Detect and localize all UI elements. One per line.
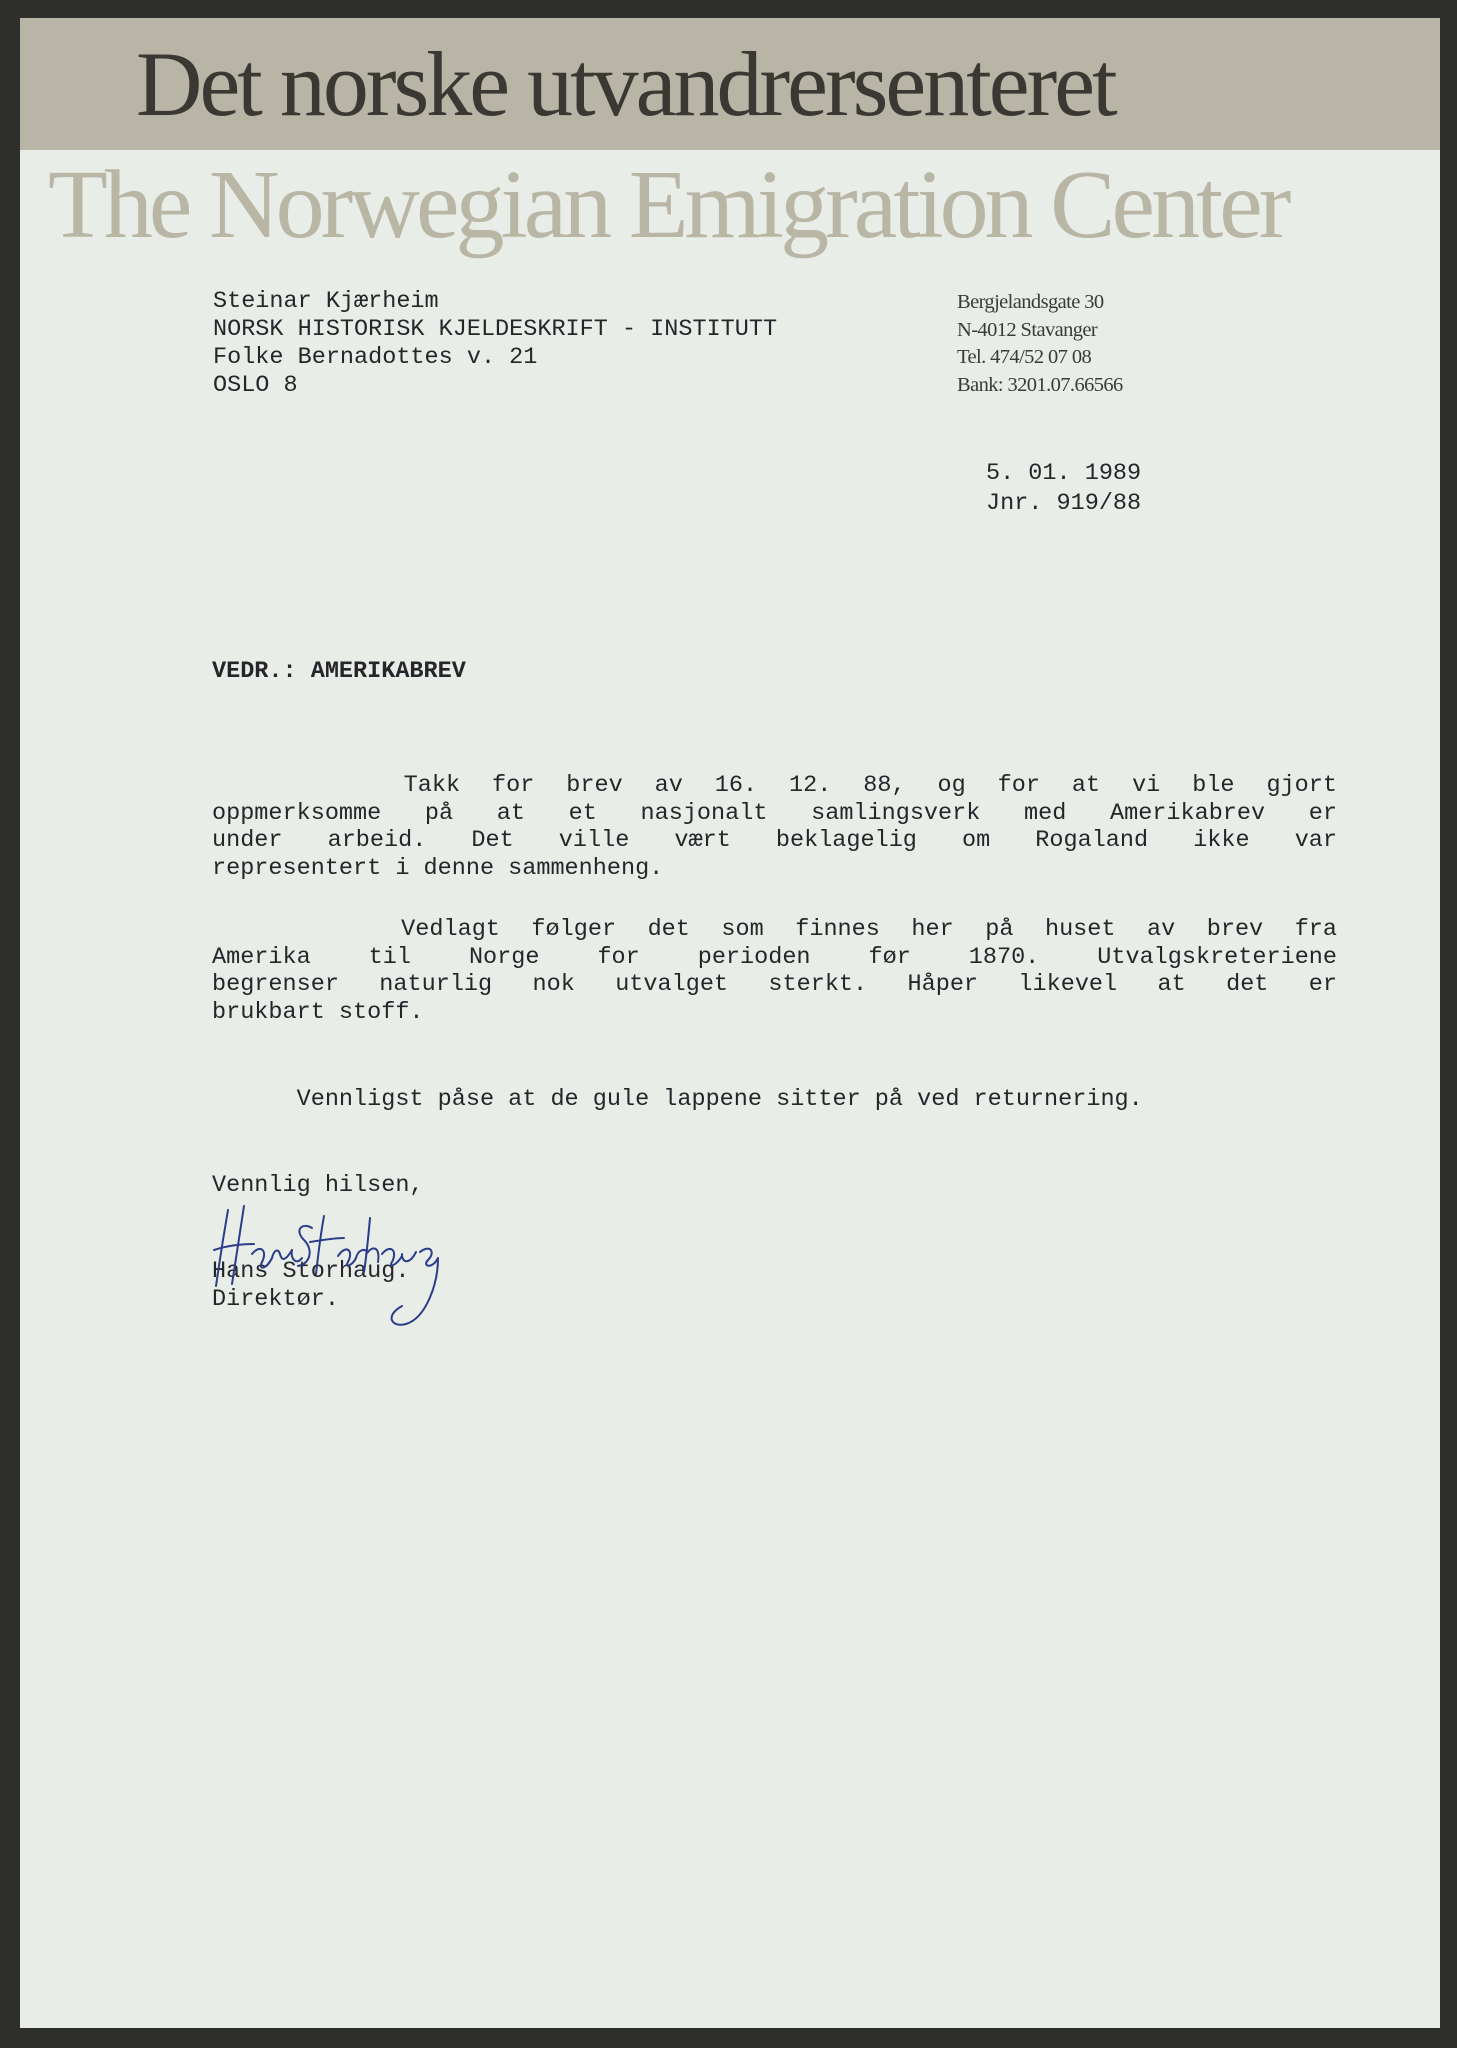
letterhead-title-english: The Norwegian Emigration Center bbox=[48, 151, 1288, 259]
body-line: representert i denne sammenheng. bbox=[212, 854, 664, 882]
recipient-line: NORSK HISTORISK KJELDESKRIFT - INSTITUTT bbox=[213, 316, 778, 343]
body-line: begrenser naturlig nok utvalget sterkt. Håper likevel at det er bbox=[212, 971, 1337, 998]
sender-address bbox=[957, 289, 1123, 399]
body-line: Amerika til Norge for perioden før 1870. Utvalgskreteriene bbox=[212, 943, 1337, 971]
signer-title: Direktør. bbox=[212, 1286, 339, 1313]
body-line: under arbeid. Det ville vært beklagelig om Rogaland ikke var bbox=[212, 827, 1337, 854]
sender-line: N-4012 Stavanger bbox=[957, 318, 1098, 341]
body-paragraph-1 bbox=[212, 772, 1337, 882]
journal-number: Jnr. 919/88 bbox=[986, 490, 1142, 517]
letter-page bbox=[20, 18, 1440, 2028]
sender-line: Bank: 3201.07.66566 bbox=[957, 373, 1123, 396]
body-line: Vedlagt følger det som finnes her på huset av brev fra bbox=[212, 916, 1337, 943]
date-block bbox=[986, 459, 1141, 519]
body-line: brukbart stoff. bbox=[212, 998, 424, 1026]
recipient-line: Folke Bernadottes v. 21 bbox=[213, 344, 538, 371]
sender-line: Bergjelandsgate 30 bbox=[957, 291, 1104, 313]
body-line: Takk for brev av 16. 12. 88, og for at vi ble gjort bbox=[212, 772, 1337, 799]
body-line: Vennligst påse at de gule lappene sitter på ved returnering. bbox=[212, 1086, 1143, 1113]
letter-date: 5. 01. 1989 bbox=[986, 460, 1142, 487]
signer-name: Hans Storhaug. bbox=[212, 1258, 410, 1285]
closing-greeting: Vennlig hilsen, bbox=[212, 1172, 424, 1199]
recipient-address bbox=[213, 288, 777, 400]
body-paragraph-2 bbox=[212, 916, 1337, 1026]
body-line: oppmerksomme på at et nasjonalt samlingsverk med Amerikabrev er bbox=[212, 799, 1337, 827]
subject-line: VEDR.: AMERIKABREV bbox=[212, 658, 466, 685]
letterhead-title-norwegian: Det norske utvandrersenteret bbox=[136, 33, 1115, 135]
recipient-line: Steinar Kjærheim bbox=[213, 288, 439, 315]
recipient-line: OSLO 8 bbox=[213, 372, 298, 399]
body-paragraph-3 bbox=[212, 1086, 1337, 1114]
sender-line: Tel. 474/52 07 08 bbox=[957, 346, 1092, 368]
handwritten-signature bbox=[206, 1188, 466, 1338]
